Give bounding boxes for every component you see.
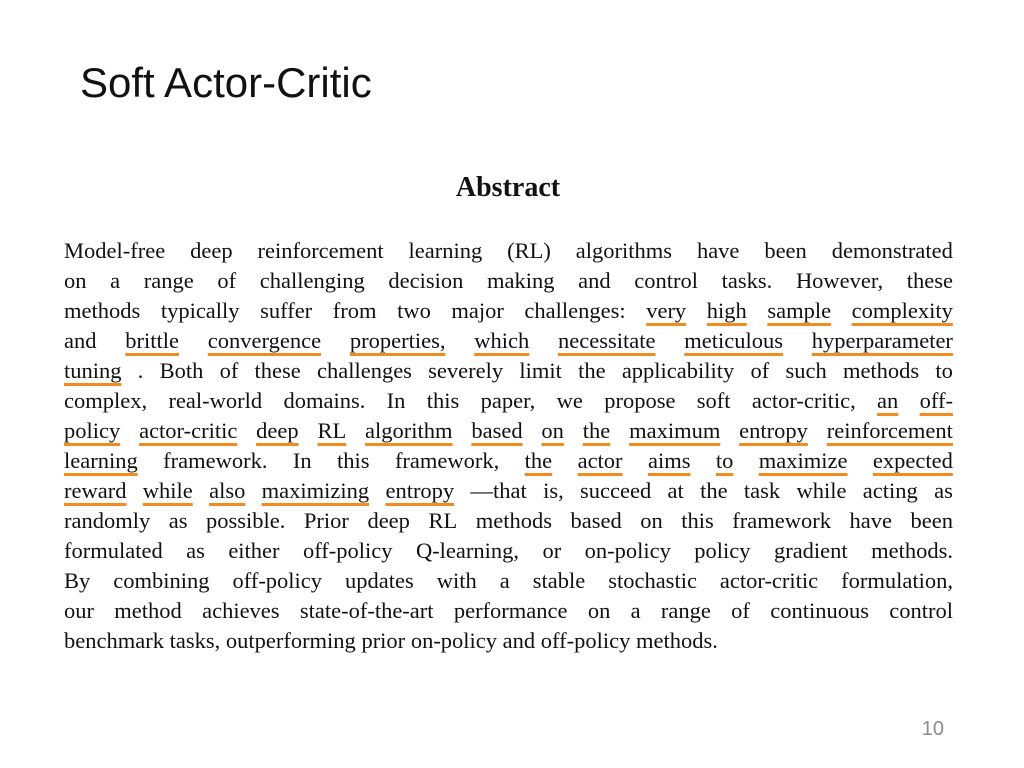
highlighted-word: reward (64, 478, 127, 503)
abstract-word: formulated (64, 538, 163, 563)
highlighted-word: maximizing (261, 478, 370, 503)
abstract-word: challenges: (524, 298, 626, 323)
abstract-line (64, 296, 953, 326)
abstract-word: tasks. (721, 268, 773, 293)
abstract-word: actor-critic (719, 568, 819, 593)
abstract-word: or (542, 538, 562, 563)
abstract-word: . (137, 358, 144, 383)
abstract-word: severely (428, 358, 504, 383)
abstract-word: on (64, 268, 87, 293)
abstract-word: benchmark (64, 628, 164, 653)
highlighted-word: expected (872, 448, 953, 473)
abstract-word: and (502, 628, 536, 653)
abstract-word: stable (532, 568, 586, 593)
abstract-word: on (587, 598, 611, 623)
abstract-word: However, (795, 268, 884, 293)
highlighted-word: the (524, 448, 553, 473)
abstract-word: deep (367, 508, 410, 533)
abstract-word: typically (160, 298, 240, 323)
abstract-word: on-policy (410, 628, 498, 653)
abstract-word: By (64, 568, 91, 593)
highlighted-word: convergence (207, 328, 322, 353)
abstract-word: methods. (871, 538, 953, 563)
abstract-word: algorithms (575, 238, 673, 263)
highlighted-word: algorithm (365, 418, 453, 443)
abstract-word: methods (475, 508, 552, 533)
highlighted-word: while (142, 478, 193, 503)
abstract-word: and (578, 268, 611, 293)
abstract-word: propose (604, 388, 676, 413)
abstract-word: control (634, 268, 699, 293)
abstract-word: real-world (168, 388, 263, 413)
highlighted-word: aims (647, 448, 691, 473)
abstract-word: been (764, 238, 807, 263)
abstract-word: actor-critic, (751, 388, 856, 413)
abstract-word: Both (159, 358, 204, 383)
abstract-word: two (397, 298, 431, 323)
abstract-word: formulation, (841, 568, 953, 593)
abstract-line (64, 536, 953, 566)
abstract-word: challenging (259, 268, 365, 293)
abstract-word: on-policy (584, 538, 671, 563)
abstract-word: either (228, 538, 280, 563)
abstract-line (64, 596, 953, 626)
abstract-word: tasks, (169, 628, 221, 653)
highlighted-word: entropy (739, 418, 808, 443)
abstract-word: of (217, 268, 237, 293)
highlighted-word: to (715, 448, 734, 473)
highlighted-word: also (209, 478, 246, 503)
abstract-word: as (186, 538, 205, 563)
abstract-word: domains. (283, 388, 366, 413)
abstract-word: outperforming (225, 628, 356, 653)
abstract-line (64, 476, 953, 506)
abstract-word: have (849, 508, 892, 533)
abstract-word: been (910, 508, 953, 533)
abstract-line (64, 266, 953, 296)
abstract-word: off-policy (540, 628, 631, 653)
abstract-word: paper, (480, 388, 536, 413)
highlighted-word: off- (919, 388, 953, 413)
abstract-word: range (143, 268, 194, 293)
abstract-word: In (386, 388, 406, 413)
abstract-word: —that (470, 478, 527, 503)
abstract-word: method (114, 598, 182, 623)
abstract-word: control (889, 598, 953, 623)
abstract-word: with (436, 568, 477, 593)
abstract-line (64, 446, 953, 476)
abstract-word: Model-free (64, 238, 166, 263)
abstract-word: as (934, 478, 953, 503)
highlighted-word: which (474, 328, 530, 353)
highlighted-word: sample (767, 298, 832, 323)
highlighted-word: meticulous (684, 328, 783, 353)
highlighted-word: necessitate (558, 328, 656, 353)
abstract-word: decision (388, 268, 464, 293)
abstract-word: a (110, 268, 121, 293)
abstract-word: reinforcement (257, 238, 384, 263)
abstract-word: deep (190, 238, 233, 263)
highlighted-word: reinforcement (826, 418, 953, 443)
highlighted-word: brittle (125, 328, 180, 353)
abstract-word: and (64, 328, 97, 353)
abstract-word: demonstrated (831, 238, 953, 263)
abstract-word: making (487, 268, 555, 293)
abstract-word: suffer (260, 298, 313, 323)
abstract-word: succeed (580, 478, 652, 503)
highlighted-word: high (706, 298, 747, 323)
highlighted-word: policy (64, 418, 121, 443)
abstract-word: In (292, 448, 312, 473)
abstract-word: have (696, 238, 740, 263)
abstract-line (64, 236, 953, 266)
highlighted-word: actor (577, 448, 623, 473)
abstract-word: the (578, 358, 606, 383)
abstract-word: updates (345, 568, 414, 593)
highlighted-word: tuning (64, 358, 122, 383)
highlighted-word: hyperparameter (811, 328, 953, 353)
abstract-word: from (332, 298, 377, 323)
abstract-word: combining (113, 568, 210, 593)
abstract-word: methods. (635, 628, 718, 653)
abstract-word: this (681, 508, 714, 533)
abstract-word: complex, (64, 388, 148, 413)
abstract-word: of (731, 598, 750, 623)
abstract-word: this (426, 388, 460, 413)
abstract-word: stochastic (608, 568, 697, 593)
abstract-word: these (254, 358, 301, 383)
abstract-word: methods (64, 298, 141, 323)
abstract-word: our (64, 598, 94, 623)
highlighted-word: actor-critic (139, 418, 238, 443)
highlighted-word: learning (64, 448, 138, 473)
abstract-word: learning (408, 238, 483, 263)
highlighted-word: complexity (851, 298, 953, 323)
highlighted-word: entropy (385, 478, 455, 503)
abstract-word: while (796, 478, 847, 503)
abstract-word: achieves (202, 598, 280, 623)
abstract-word: a (630, 598, 641, 623)
highlighted-word: maximum (629, 418, 721, 443)
abstract-word: prior (361, 628, 406, 653)
abstract-line (64, 566, 953, 596)
abstract-word: Q-learning, (415, 538, 520, 563)
page-number: 10 (921, 718, 944, 740)
abstract-line (64, 506, 953, 536)
abstract-line (64, 416, 953, 446)
abstract-word: major (451, 298, 504, 323)
abstract-word: performance (453, 598, 568, 623)
highlighted-word: the (582, 418, 611, 443)
highlighted-word: properties, (349, 328, 446, 353)
abstract-line (64, 326, 953, 356)
slide-title: Soft Actor-Critic (80, 59, 372, 106)
abstract-word: of (750, 358, 770, 383)
abstract-word: at (667, 478, 684, 503)
abstract-word: off-policy (302, 538, 393, 563)
abstract-word: framework (732, 508, 831, 533)
abstract-word: gradient (773, 538, 848, 563)
abstract-line (64, 356, 953, 386)
abstract-word: soft (696, 388, 731, 413)
abstract-word: a (499, 568, 510, 593)
abstract-word: continuous (770, 598, 869, 623)
abstract-word: we (556, 388, 583, 413)
highlighted-word: on (541, 418, 564, 443)
abstract-word: this (337, 448, 370, 473)
abstract-word: framework. (163, 448, 268, 473)
abstract-line (64, 386, 953, 416)
abstract-word: is, (543, 478, 564, 503)
highlighted-word: an (877, 388, 899, 413)
highlighted-word: RL (317, 418, 347, 443)
highlighted-word: very (646, 298, 687, 323)
abstract-word: applicability (621, 358, 735, 383)
abstract-word: these (906, 268, 953, 293)
abstract-word: task (743, 478, 781, 503)
abstract-heading: Abstract (455, 172, 561, 203)
abstract-word: acting (862, 478, 918, 503)
abstract-word: RL (428, 508, 458, 533)
abstract-word: framework, (394, 448, 500, 473)
abstract-word: such (785, 358, 827, 383)
abstract-word: possible. (206, 508, 286, 533)
abstract-word: on (640, 508, 663, 533)
abstract-word: randomly (64, 508, 151, 533)
abstract-word: range (660, 598, 711, 623)
abstract-word: methods (842, 358, 920, 383)
abstract-word: off-policy (232, 568, 323, 593)
abstract-word: Prior (303, 508, 349, 533)
abstract-word: (RL) (507, 238, 551, 263)
abstract-word: limit (519, 358, 562, 383)
abstract-word: policy (694, 538, 751, 563)
abstract-word: as (168, 508, 188, 533)
abstract-word: to (935, 358, 953, 383)
abstract-word: the (700, 478, 728, 503)
highlighted-word: based (471, 418, 523, 443)
abstract-word: based (570, 508, 622, 533)
abstract-word: of (219, 358, 239, 383)
abstract-line (64, 626, 718, 656)
abstract-word: state-of-the-art (299, 598, 434, 623)
abstract-word: challenges (316, 358, 412, 383)
highlighted-word: maximize (758, 448, 848, 473)
highlighted-word: deep (256, 418, 299, 443)
